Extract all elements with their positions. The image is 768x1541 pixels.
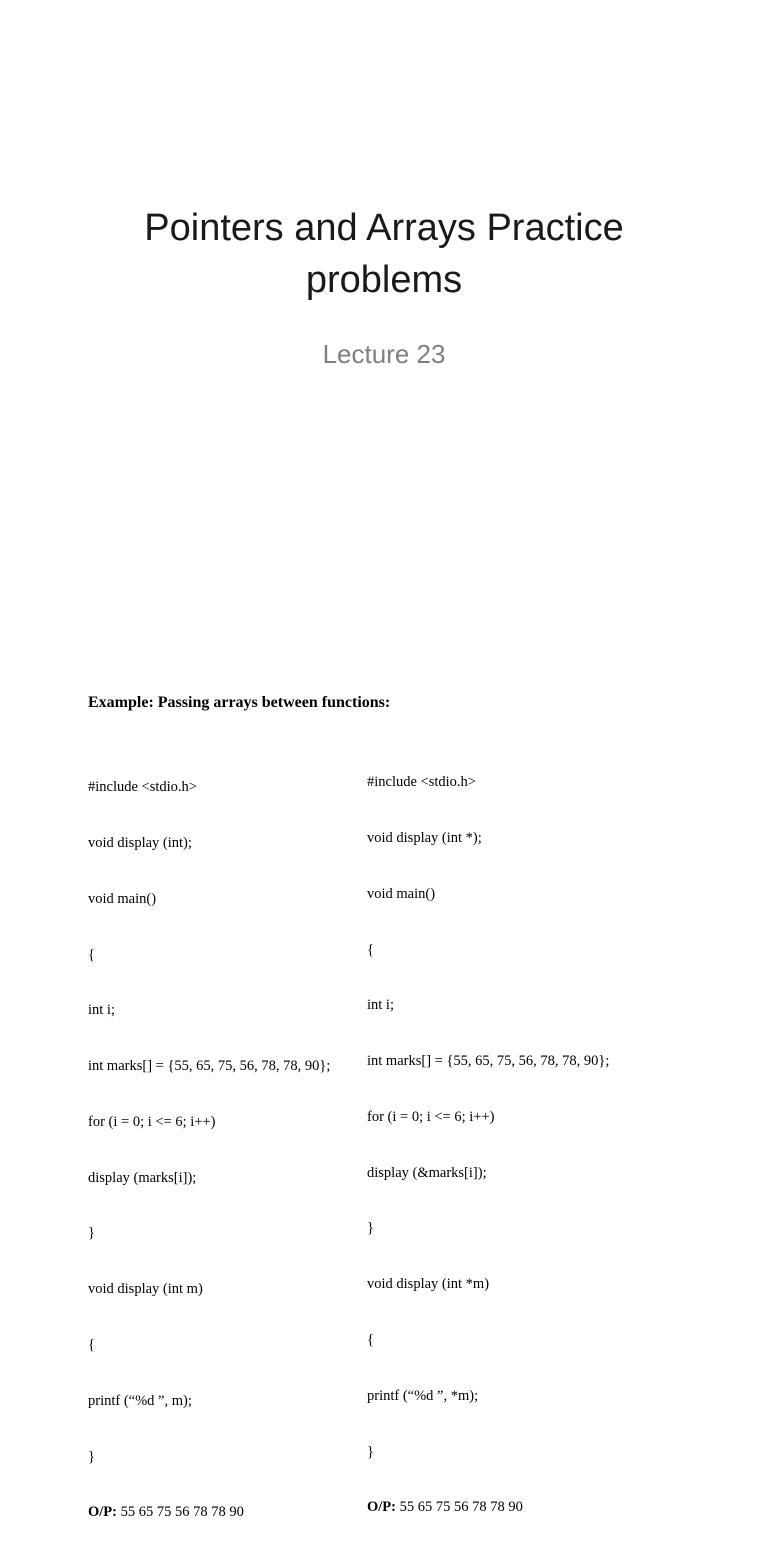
code-line: { — [367, 1332, 374, 1348]
code-line: printf (“%d ”, *m); — [367, 1387, 479, 1404]
code-line: void main() — [367, 885, 436, 902]
code-line: for (i = 0; i <= 6; i++) — [367, 1108, 495, 1125]
code-line: void display (int *); — [367, 829, 482, 846]
slide-subtitle: Lecture 23 — [322, 339, 446, 369]
output-value: 55 65 75 56 78 78 90 — [117, 1504, 244, 1521]
code-block-right — [367, 736, 609, 1536]
code-line: void display (int *m) — [367, 1276, 490, 1293]
code-line: int i; — [88, 1002, 115, 1019]
code-line: int marks[] = {55, 65, 75, 56, 78, 78, 90}; — [367, 1053, 610, 1070]
example-heading: Example: Passing arrays between functions: — [88, 694, 391, 711]
code-line: #include <stdio.h> — [88, 779, 197, 796]
code-line: } — [367, 1443, 374, 1460]
code-block-left — [88, 741, 330, 1541]
slide-title — [0, 202, 768, 306]
code-line: { — [367, 941, 374, 958]
output-value: 55 65 75 56 78 78 90 — [396, 1499, 523, 1516]
output-label: O/P: — [367, 1499, 396, 1516]
code-line: } — [367, 1220, 374, 1237]
code-line: int i; — [367, 997, 394, 1014]
code-line: int marks[] = {55, 65, 75, 56, 78, 78, 90}; — [88, 1058, 331, 1075]
code-line: for (i = 0; i <= 6; i++) — [88, 1113, 216, 1130]
code-line: display (marks[i]); — [88, 1169, 197, 1186]
code-line: } — [88, 1225, 95, 1242]
code-line: printf (“%d ”, m); — [88, 1392, 192, 1409]
output-line-left — [88, 1503, 330, 1522]
code-line: display (&marks[i]); — [367, 1164, 487, 1181]
code-line: #include <stdio.h> — [367, 774, 476, 791]
output-line-right — [367, 1498, 609, 1517]
slide-title-line-1: Pointers and Arrays Practice — [144, 207, 624, 249]
code-line: void display (int); — [88, 834, 192, 851]
code-line: void display (int m) — [88, 1281, 203, 1298]
code-line: { — [88, 1337, 95, 1353]
code-line: { — [88, 946, 95, 963]
output-label: O/P: — [88, 1504, 117, 1521]
code-line: void main() — [88, 890, 157, 907]
slide-title-line-2: problems — [305, 259, 463, 301]
title-slide — [0, 0, 768, 650]
code-line: } — [88, 1448, 95, 1465]
